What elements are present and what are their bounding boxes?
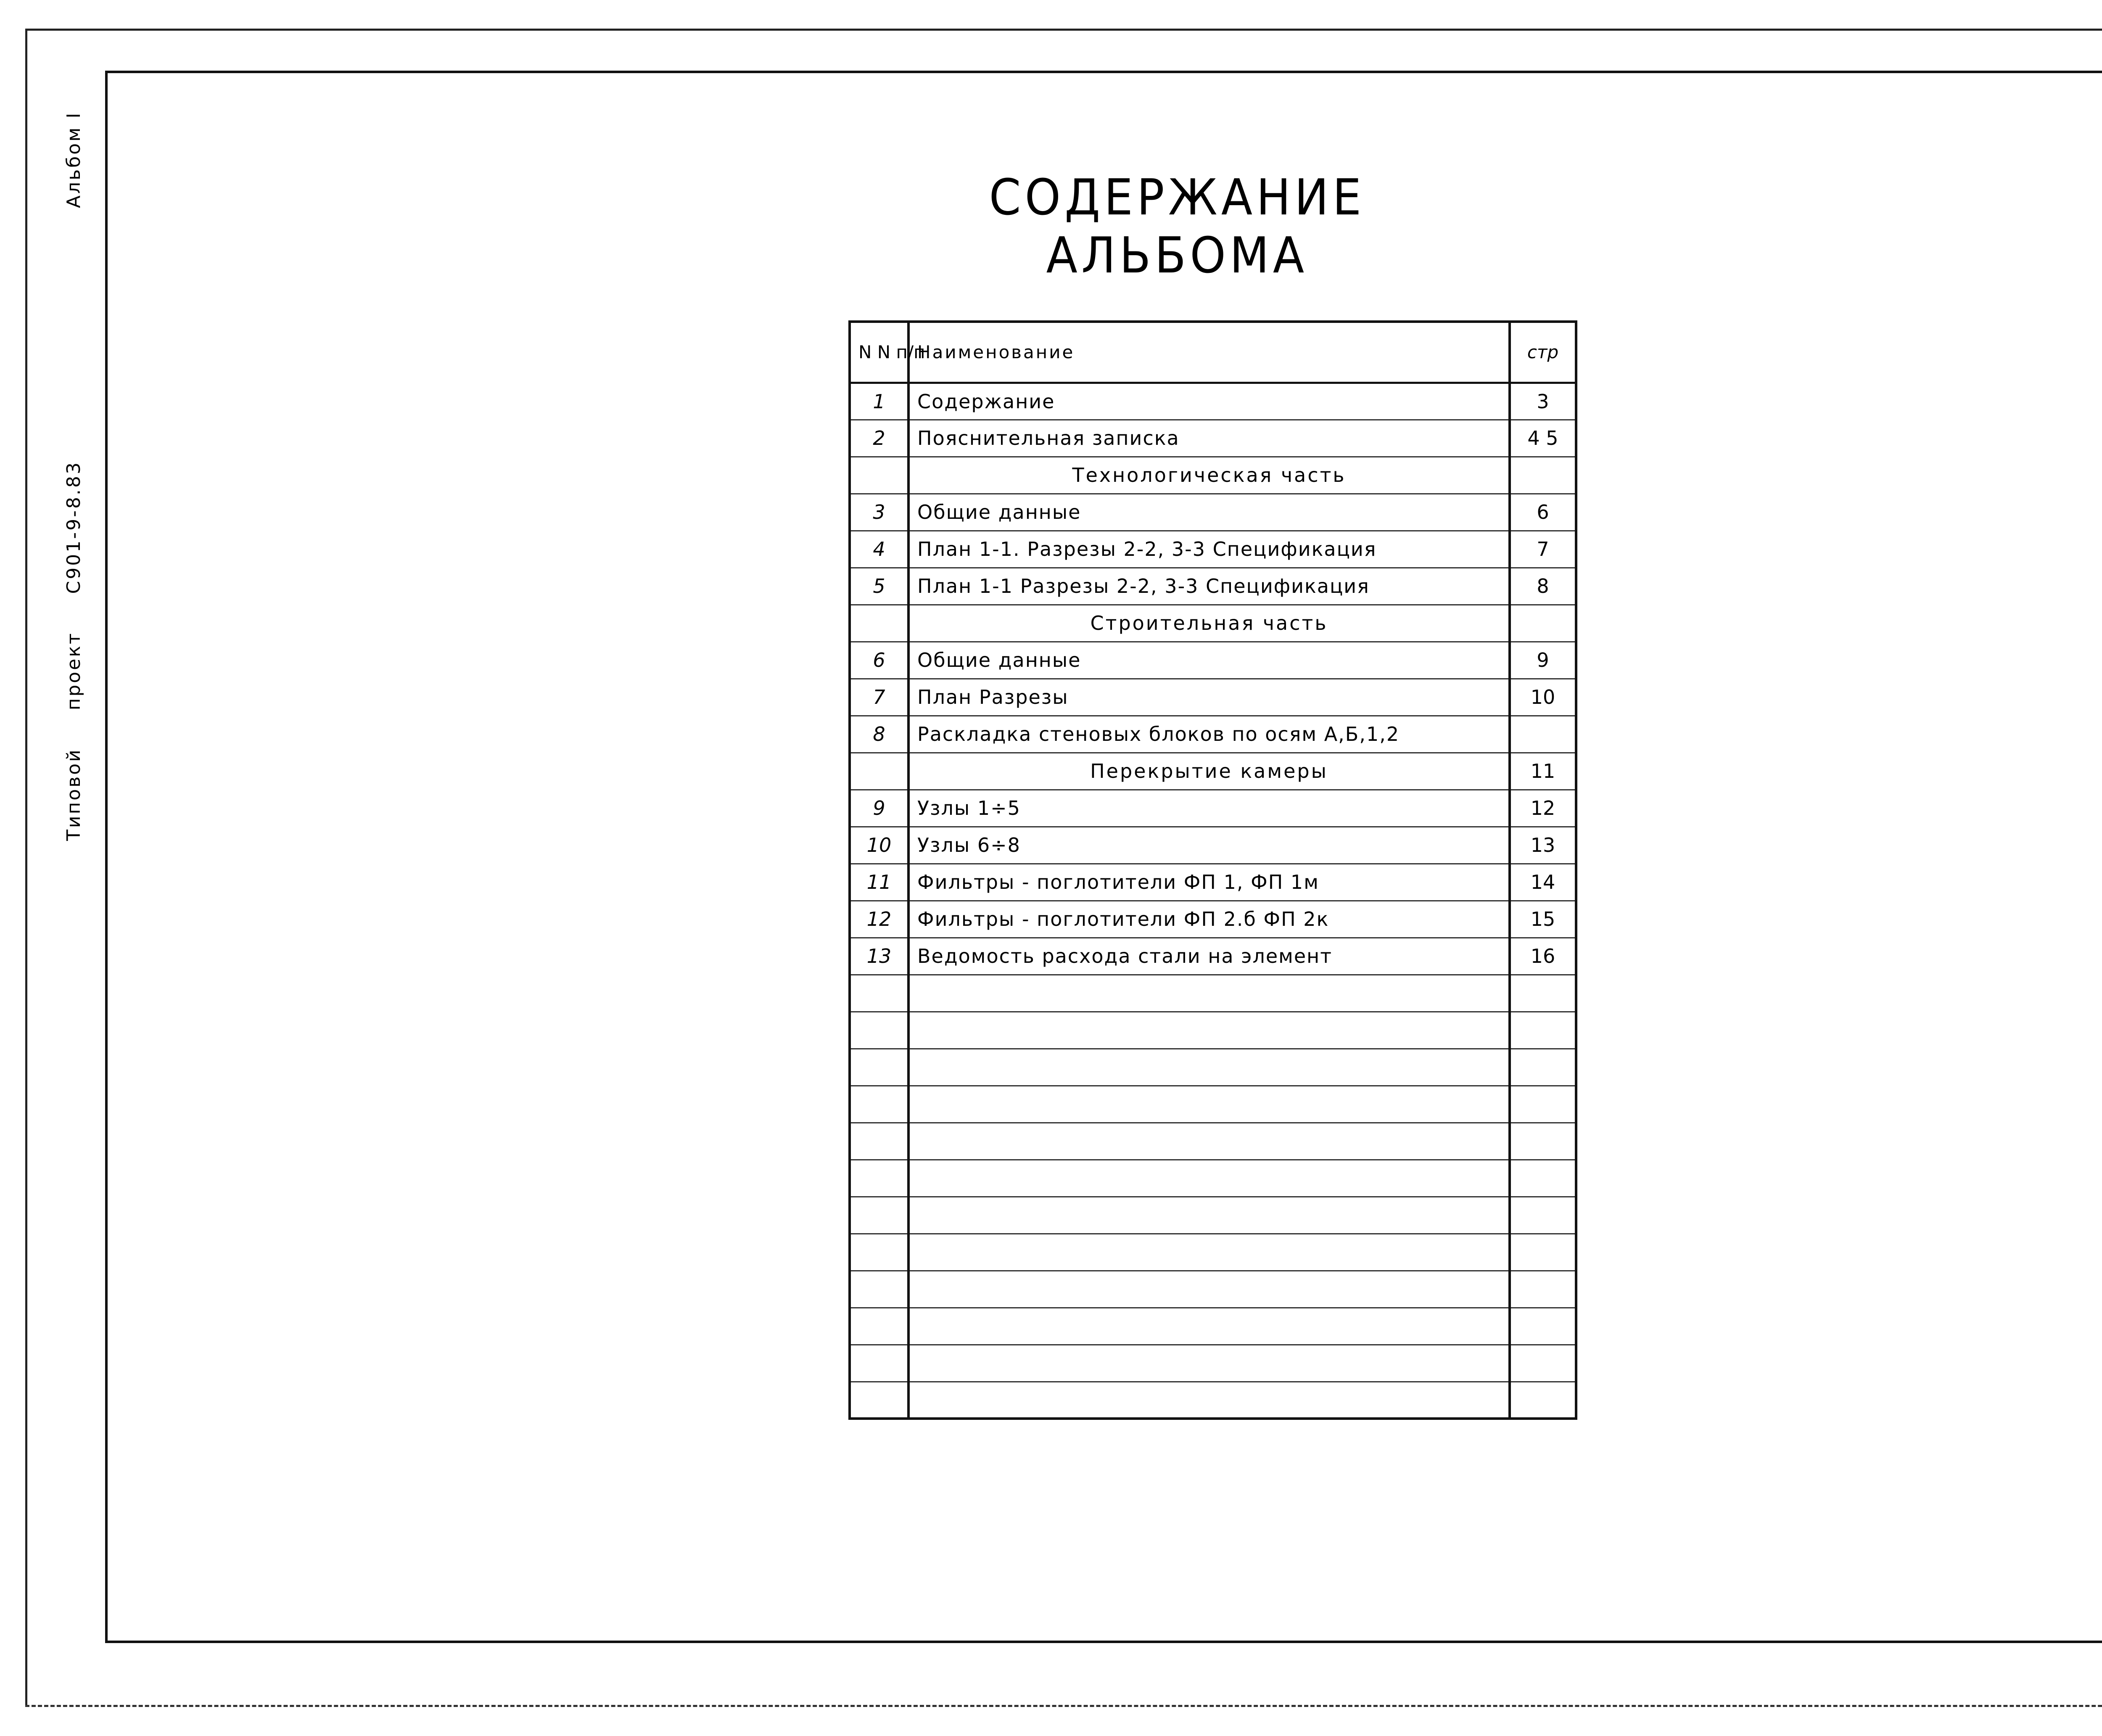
- row-number: [850, 1012, 908, 1049]
- table-row: [850, 494, 1576, 531]
- row-page: 4 5: [1510, 420, 1576, 457]
- row-number: [850, 1049, 908, 1086]
- row-page: [1510, 605, 1576, 642]
- table-row: [850, 1086, 1576, 1123]
- row-page: 11: [1510, 753, 1576, 790]
- row-page: 12: [1510, 790, 1576, 827]
- row-number: 10: [850, 827, 908, 864]
- album-label: Альбом I: [63, 111, 85, 208]
- row-number: [850, 1345, 908, 1382]
- row-name: [908, 1197, 1510, 1234]
- row-number: [850, 1271, 908, 1308]
- row-page: [1510, 1271, 1576, 1308]
- row-name: Узлы 6÷8: [908, 827, 1510, 864]
- side-stamp: [63, 423, 85, 841]
- row-number: [850, 1086, 908, 1123]
- table-row: [850, 1234, 1576, 1271]
- section-title: Технологическая часть: [908, 457, 1510, 494]
- row-name: [908, 1308, 1510, 1345]
- table-row: [850, 1197, 1576, 1234]
- bottom-border-line: [25, 1705, 2102, 1707]
- row-number: 9: [850, 790, 908, 827]
- row-name: Фильтры - поглотители ФП 1, ФП 1м: [908, 864, 1510, 901]
- row-name: Фильтры - поглотители ФП 2.б ФП 2к: [908, 901, 1510, 938]
- row-number: [850, 1234, 908, 1271]
- row-name: План 1-1. Разрезы 2-2, 3-3 Спецификация: [908, 531, 1510, 568]
- row-name: [908, 1049, 1510, 1086]
- table-row: [850, 1271, 1576, 1308]
- row-page: [1510, 1308, 1576, 1345]
- row-page: [1510, 975, 1576, 1012]
- row-number: 6: [850, 642, 908, 679]
- table-row: [850, 975, 1576, 1012]
- row-name: [908, 1382, 1510, 1419]
- row-number: [850, 975, 908, 1012]
- row-name: [908, 1012, 1510, 1049]
- table-row: [850, 864, 1576, 901]
- row-name: [908, 1123, 1510, 1160]
- row-number: [850, 605, 908, 642]
- row-number: 13: [850, 938, 908, 975]
- row-page: [1510, 1086, 1576, 1123]
- table-row: [850, 716, 1576, 753]
- row-page: [1510, 1345, 1576, 1382]
- table-header-row: [850, 322, 1576, 383]
- row-name: [908, 1234, 1510, 1271]
- row-page: 7: [1510, 531, 1576, 568]
- row-number: [850, 1382, 908, 1419]
- row-name: План Разрезы: [908, 679, 1510, 716]
- header-page: стр: [1510, 322, 1576, 383]
- row-number: [850, 1160, 908, 1197]
- row-number: [850, 753, 908, 790]
- page-title: СОДЕРЖАНИЕ АЛЬБОМА: [989, 168, 1365, 284]
- row-page: 15: [1510, 901, 1576, 938]
- table-row: [850, 827, 1576, 864]
- stamp-type: Типовой: [63, 748, 85, 841]
- row-name: Общие данные: [908, 642, 1510, 679]
- row-number: [850, 457, 908, 494]
- table-row: [850, 1382, 1576, 1419]
- section-title: Перекрытие камеры: [908, 753, 1510, 790]
- table-row: [850, 1160, 1576, 1197]
- table-row: [850, 383, 1576, 420]
- row-page: 16: [1510, 938, 1576, 975]
- table-row: [850, 1012, 1576, 1049]
- row-name: [908, 1345, 1510, 1382]
- row-number: [850, 1308, 908, 1345]
- table-row: [850, 531, 1576, 568]
- row-page: 13: [1510, 827, 1576, 864]
- table-row: [850, 1345, 1576, 1382]
- table-row: [850, 1123, 1576, 1160]
- row-name: План 1-1 Разрезы 2-2, 3-3 Спецификация: [908, 568, 1510, 605]
- table-row: [850, 790, 1576, 827]
- table-row: [850, 938, 1576, 975]
- row-name: [908, 975, 1510, 1012]
- table-row: [850, 679, 1576, 716]
- row-page: [1510, 1197, 1576, 1234]
- row-name: Пояснительная записка: [908, 420, 1510, 457]
- row-page: 9: [1510, 642, 1576, 679]
- table-row: [850, 901, 1576, 938]
- stamp-code: С901-9-8.83: [63, 461, 85, 594]
- row-name: [908, 1086, 1510, 1123]
- section-row: [850, 457, 1576, 494]
- row-page: [1510, 1049, 1576, 1086]
- row-number: 1: [850, 383, 908, 420]
- row-page: 8: [1510, 568, 1576, 605]
- row-page: [1510, 1382, 1576, 1419]
- row-page: 6: [1510, 494, 1576, 531]
- row-name: [908, 1271, 1510, 1308]
- header-name: Наименование: [908, 322, 1510, 383]
- section-row: [850, 753, 1576, 790]
- row-name: [908, 1160, 1510, 1197]
- row-page: 14: [1510, 864, 1576, 901]
- row-number: 7: [850, 679, 908, 716]
- row-page: 3: [1510, 383, 1576, 420]
- row-name: Узлы 1÷5: [908, 790, 1510, 827]
- contents-table: [848, 320, 1577, 1420]
- table-row: [850, 642, 1576, 679]
- row-name: Раскладка стеновых блоков по осям А,Б,1,2: [908, 716, 1510, 753]
- table-row: [850, 420, 1576, 457]
- stamp-project: проект: [63, 632, 85, 711]
- row-number: 4: [850, 531, 908, 568]
- row-page: [1510, 1160, 1576, 1197]
- row-name: Ведомость расхода стали на элемент: [908, 938, 1510, 975]
- row-name: Общие данные: [908, 494, 1510, 531]
- row-page: [1510, 1012, 1576, 1049]
- row-page: 10: [1510, 679, 1576, 716]
- table-row: [850, 1049, 1576, 1086]
- row-page: [1510, 1234, 1576, 1271]
- row-number: 11: [850, 864, 908, 901]
- section-row: [850, 605, 1576, 642]
- row-number: [850, 1197, 908, 1234]
- row-page: [1510, 1123, 1576, 1160]
- row-number: 3: [850, 494, 908, 531]
- row-page: [1510, 457, 1576, 494]
- row-page: [1510, 716, 1576, 753]
- row-number: [850, 1123, 908, 1160]
- table-row: [850, 1308, 1576, 1345]
- row-number: 12: [850, 901, 908, 938]
- row-name: Содержание: [908, 383, 1510, 420]
- row-number: 8: [850, 716, 908, 753]
- row-number: 2: [850, 420, 908, 457]
- row-number: 5: [850, 568, 908, 605]
- table-body: [850, 383, 1576, 1419]
- table-row: [850, 568, 1576, 605]
- header-number: N N п/п: [850, 322, 908, 383]
- section-title: Строительная часть: [908, 605, 1510, 642]
